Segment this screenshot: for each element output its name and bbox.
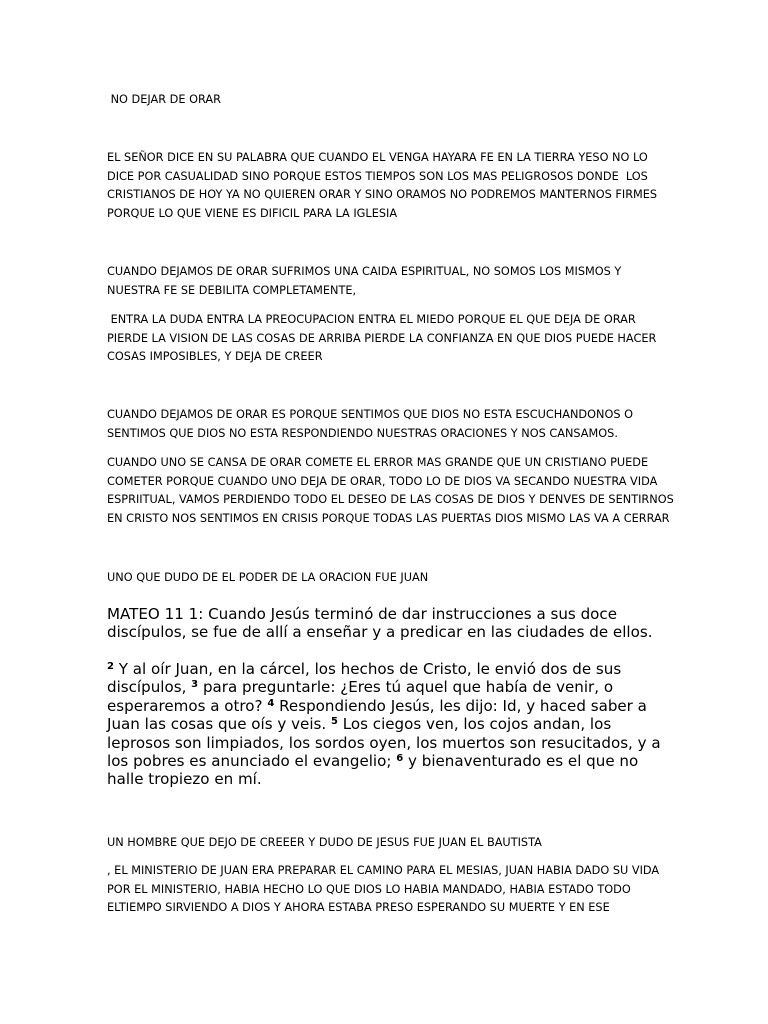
verse-text: discípulos, — [107, 678, 192, 697]
verse-text: los pobres es anunciado el evangelio; — [107, 752, 397, 771]
verse-text: halle tropiezo en mí. — [107, 770, 262, 789]
paragraph-8: , EL MINISTERIO DE JUAN ERA PREPARAR EL CAMINO PARA EL MESIAS, JUAN HABIA DADO SU VIDA POR EL MINISTERIO, HABIA HECHO LO QUE DIOS LO HABIA MANDADO, HABIA ESTADO TODO ELTIEMPO SIRVIENDO A DIOS Y AHORA ESTABA PRESO ESPERANDO SU MUERTE Y EN ESE — [107, 864, 660, 915]
paragraph-3: ENTRA LA DUDA ENTRA LA PREOCUPACION ENTRA EL MIEDO PORQUE EL QUE DEJA DE ORAR PIERDE LA VISION DE LAS COSAS DE ARRIBA PIERDE LA CONFIANZA EN QUE DIOS PUEDE HACER COSAS IMPOSIBLES, Y DEJA DE CREER — [107, 313, 657, 364]
verse-text: para preguntarle: ¿Eres tú aquel que había de venir, o — [198, 678, 614, 697]
paragraph-5: CUANDO UNO SE CANSA DE ORAR COMETE EL ERROR MAS GRANDE QUE UN CRISTIANO PUEDE COMETER PORQUE CUANDO UNO DEJA DE ORAR, TODO LO DE DIOS VA SECANDO NUESTRA VIDA ESPRIITUAL, VAMOS PERDIENDO TODO EL DESEO DE LAS COSAS DE DIOS Y DENVES DE SENTIRNOS EN CRISTO NOS SENTIMOS EN CRISIS PORQUE TODAS LAS PUERTAS DIOS MISMO LAS VA A CERRAR — [107, 456, 674, 526]
verse-text: y bienaventurado es el que no — [403, 752, 639, 771]
verse-mateo-11-1: MATEO 11 1: Cuando Jesús terminó de dar instrucciones a sus doce discípulos, se fue de allí a enseñar y a predicar en las ciudades de ellos. — [107, 605, 653, 642]
verse-text: Respondiendo Jesús, les dijo: Id, y haced saber a — [274, 696, 647, 715]
document-title: NO DEJAR DE ORAR — [107, 93, 221, 106]
paragraph-7: UN HOMBRE QUE DEJO DE CREEER Y DUDO DE JESUS FUE JUAN EL BAUTISTA — [107, 836, 542, 849]
verse-text: Y al oír Juan, en la cárcel, los hechos de Cristo, le envió dos de sus — [113, 660, 622, 678]
verses-2-6 — [107, 660, 667, 789]
verse-number: 6 — [396, 753, 404, 765]
paragraph-4: CUANDO DEJAMOS DE ORAR ES PORQUE SENTIMOS QUE DIOS NO ESTA ESCUCHANDONOS O SENTIMOS QUE DIOS NO ESTA RESPONDIENDO NUESTRAS ORACIONES Y NOS CANSAMOS. — [107, 408, 633, 440]
verse-number: 5 — [330, 716, 338, 728]
verse-number: 4 — [267, 697, 275, 709]
paragraph-1: EL SEÑOR DICE EN SU PALABRA QUE CUANDO EL VENGA HAYARA FE EN LA TIERRA YESO NO LO DICE POR CASUALIDAD SINO PORQUE ESTOS TIEMPOS SON LOS MAS PELIGROSOS DONDE LOS CRISTIANOS DE HOY YA NO QUIEREN ORAR Y SINO ORAMOS NO PODREMOS MANTERNOS FIRMES PORQUE LO QUE VIENE ES DIFICIL PARA LA IGLESIA — [107, 151, 658, 221]
paragraph-2: CUANDO DEJAMOS DE ORAR SUFRIMOS UNA CAIDA ESPIRITUAL, NO SOMOS LOS MISMOS Y NUESTRA FE SE DEBILITA COMPLETAMENTE, — [107, 265, 622, 297]
verse-text: esperaremos a otro? — [107, 696, 268, 715]
verse-text: Los ciegos ven, los cojos andan, los — [337, 715, 612, 734]
verse-text: Juan las cosas que oís y veis. — [107, 715, 331, 734]
verse-text: leprosos son limpiados, los sordos oyen, los muertos son resucitados, y a — [107, 733, 661, 752]
paragraph-6: UNO QUE DUDO DE EL PODER DE LA ORACION FUE JUAN — [107, 571, 429, 584]
verse-number: 3 — [191, 679, 199, 691]
verse-number: 2 — [107, 661, 114, 672]
